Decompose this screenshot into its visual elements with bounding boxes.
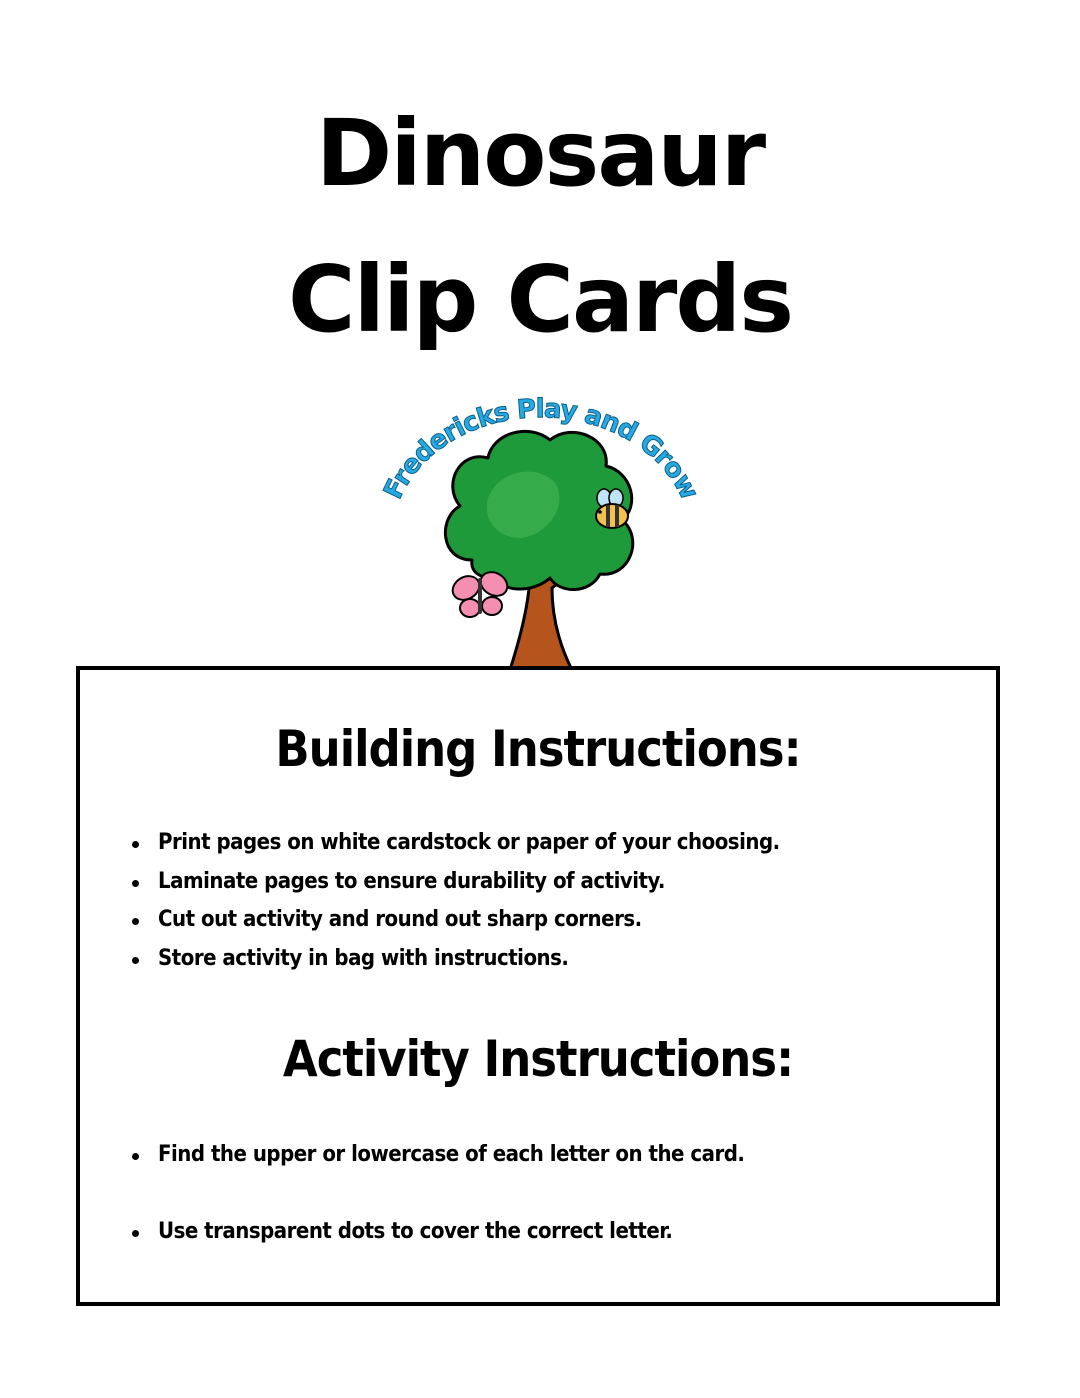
list-item: Find the upper or lowercase of each letter on the card. — [132, 1136, 744, 1175]
bee-icon — [596, 489, 628, 528]
list-item: Cut out activity and round out sharp corners. — [132, 901, 780, 940]
list-item: Print pages on white cardstock or paper of your choosing. — [132, 824, 780, 863]
building-instructions-list — [132, 824, 780, 978]
logo-brand-text: Fredericks Play and Grow — [378, 394, 704, 504]
building-instructions-heading: Building Instructions: — [275, 720, 801, 778]
tree-logo-icon — [360, 388, 720, 670]
activity-instructions-list — [132, 1136, 744, 1289]
title-line-2: Clip Cards — [287, 246, 793, 353]
brand-logo — [360, 388, 720, 670]
list-item: Store activity in bag with instructions. — [132, 940, 780, 979]
list-item: Laminate pages to ensure durability of activity. — [132, 863, 780, 902]
title-line-1: Dinosaur — [315, 100, 765, 207]
activity-instructions-heading: Activity Instructions: — [282, 1030, 794, 1088]
instructions-box — [76, 666, 1000, 1306]
list-item: Use transparent dots to cover the correct letter. — [132, 1213, 744, 1252]
